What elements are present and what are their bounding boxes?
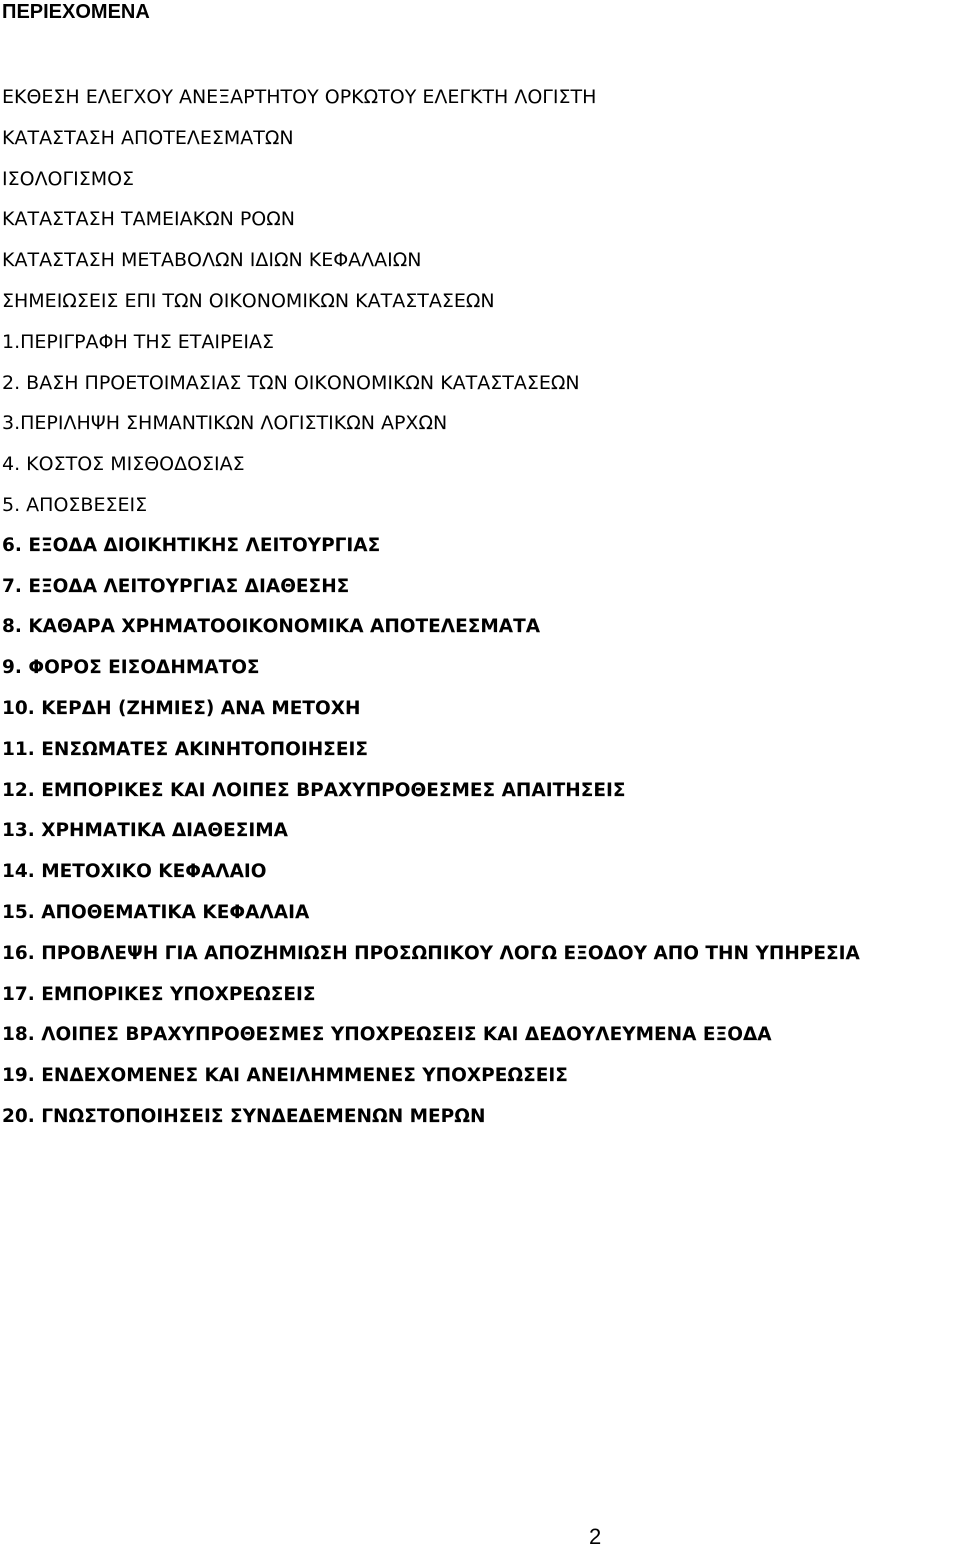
toc-item-balance-sheet[interactable]: ΙΣΟΛΟΓΙΣΜΟΣ [2, 167, 135, 190]
toc-item-equity-changes[interactable]: ΚΑΤΑΣΤΑΣΗ ΜΕΤΑΒΟΛΩΝ ΙΔΙΩΝ ΚΕΦΑΛΑΙΩΝ [2, 249, 422, 272]
toc-item-note-4[interactable]: 4. ΚΟΣΤΟΣ ΜΙΣΘΟΔΟΣΙΑΣ [2, 453, 245, 476]
toc-item-note-19[interactable]: 19. ΕΝΔΕΧΟΜΕΝΕΣ ΚΑΙ ΑΝΕΙΛΗΜΜΕΝΕΣ ΥΠΟΧΡΕΩΣΕΙΣ [2, 1065, 568, 1087]
page-number: 2 [589, 1524, 602, 1549]
toc-item-auditor-report[interactable]: ΕΚΘΕΣΗ ΕΛΕΓΧΟΥ ΑΝΕΞΑΡΤΗΤΟΥ ΟΡΚΩΤΟΥ ΕΛΕΓΚΤΗ ΛΟΓΙΣΤΗ [2, 86, 597, 108]
toc-item-note-8[interactable]: 8. ΚΑΘΑΡΑ ΧΡΗΜΑΤΟΟΙΚΟΝΟΜΙΚΑ ΑΠΟΤΕΛΕΣΜΑΤΑ [2, 616, 541, 638]
toc-item-income-statement[interactable]: ΚΑΤΑΣΤΑΣΗ ΑΠΟΤΕΛΕΣΜΑΤΩΝ [2, 126, 294, 149]
toc-item-note-20[interactable]: 20. ΓΝΩΣΤΟΠΟΙΗΣΕΙΣ ΣΥΝΔΕΔΕΜΕΝΩΝ ΜΕΡΩΝ [2, 1105, 486, 1127]
toc-item-note-1[interactable]: 1.ΠΕΡΙΓΡΑΦΗ ΤΗΣ ΕΤΑΙΡΕΙΑΣ [2, 330, 275, 353]
toc-item-note-10[interactable]: 10. ΚΕΡΔΗ (ΖΗΜΙΕΣ) ΑΝΑ ΜΕΤΟΧΗ [2, 697, 361, 719]
toc-item-notes[interactable]: ΣΗΜΕΙΩΣΕΙΣ ΕΠΙ ΤΩΝ ΟΙΚΟΝΟΜΙΚΩΝ ΚΑΤΑΣΤΑΣΕΩΝ [2, 289, 495, 312]
toc-item-note-9[interactable]: 9. ΦΟΡΟΣ ΕΙΣΟΔΗΜΑΤΟΣ [2, 657, 260, 679]
toc-item-note-11[interactable]: 11. ΕΝΣΩΜΑΤΕΣ ΑΚΙΝΗΤΟΠΟΙΗΣΕΙΣ [2, 738, 368, 760]
toc-item-note-18[interactable]: 18. ΛΟΙΠΕΣ ΒΡΑΧΥΠΡΟΘΕΣΜΕΣ ΥΠΟΧΡΕΩΣΕΙΣ ΚΑΙ ΔΕΔΟΥΛΕΥΜΕΝΑ ΕΞΟΔΑ [2, 1024, 772, 1046]
toc-item-note-15[interactable]: 15. ΑΠΟΘΕΜΑΤΙΚΑ ΚΕΦΑΛΑΙΑ [2, 901, 310, 923]
toc-item-note-2[interactable]: 2. ΒΑΣΗ ΠΡΟΕΤΟΙΜΑΣΙΑΣ ΤΩΝ ΟΙΚΟΝΟΜΙΚΩΝ ΚΑΤΑΣΤΑΣΕΩΝ [2, 371, 580, 394]
page-title: ΠΕΡΙΕΧΟΜΕΝΑ [2, 1, 150, 23]
toc-item-note-14[interactable]: 14. ΜΕΤΟΧΙΚΟ ΚΕΦΑΛΑΙΟ [2, 861, 267, 883]
toc-item-note-12[interactable]: 12. ΕΜΠΟΡΙΚΕΣ ΚΑΙ ΛΟΙΠΕΣ ΒΡΑΧΥΠΡΟΘΕΣΜΕΣ ΑΠΑΙΤΗΣΕΙΣ [2, 779, 626, 801]
toc-item-note-17[interactable]: 17. ΕΜΠΟΡΙΚΕΣ ΥΠΟΧΡΕΩΣΕΙΣ [2, 983, 316, 1005]
toc-item-cash-flow[interactable]: ΚΑΤΑΣΤΑΣΗ ΤΑΜΕΙΑΚΩΝ ΡΟΩΝ [2, 208, 295, 231]
table-of-contents [2, 77, 860, 1138]
toc-item-note-3[interactable]: 3.ΠΕΡΙΛΗΨΗ ΣΗΜΑΝΤΙΚΩΝ ΛΟΓΙΣΤΙΚΩΝ ΑΡΧΩΝ [2, 412, 448, 435]
toc-item-note-16[interactable]: 16. ΠΡΟΒΛΕΨΗ ΓΙΑ ΑΠΟΖΗΜΙΩΣΗ ΠΡΟΣΩΠΙΚΟΥ ΛΟΓΩ ΕΞΟΔΟΥ ΑΠΟ ΤΗΝ ΥΠΗΡΕΣΙΑ [2, 942, 860, 964]
toc-item-note-6[interactable]: 6. ΕΞΟΔΑ ΔΙΟΙΚΗΤΙΚΗΣ ΛΕΙΤΟΥΡΓΙΑΣ [2, 534, 381, 556]
toc-item-note-5[interactable]: 5. ΑΠΟΣΒΕΣΕΙΣ [2, 493, 148, 516]
toc-item-note-13[interactable]: 13. ΧΡΗΜΑΤΙΚΑ ΔΙΑΘΕΣΙΜΑ [2, 820, 288, 842]
toc-item-note-7[interactable]: 7. ΕΞΟΔΑ ΛΕΙΤΟΥΡΓΙΑΣ ΔΙΑΘΕΣΗΣ [2, 575, 350, 597]
